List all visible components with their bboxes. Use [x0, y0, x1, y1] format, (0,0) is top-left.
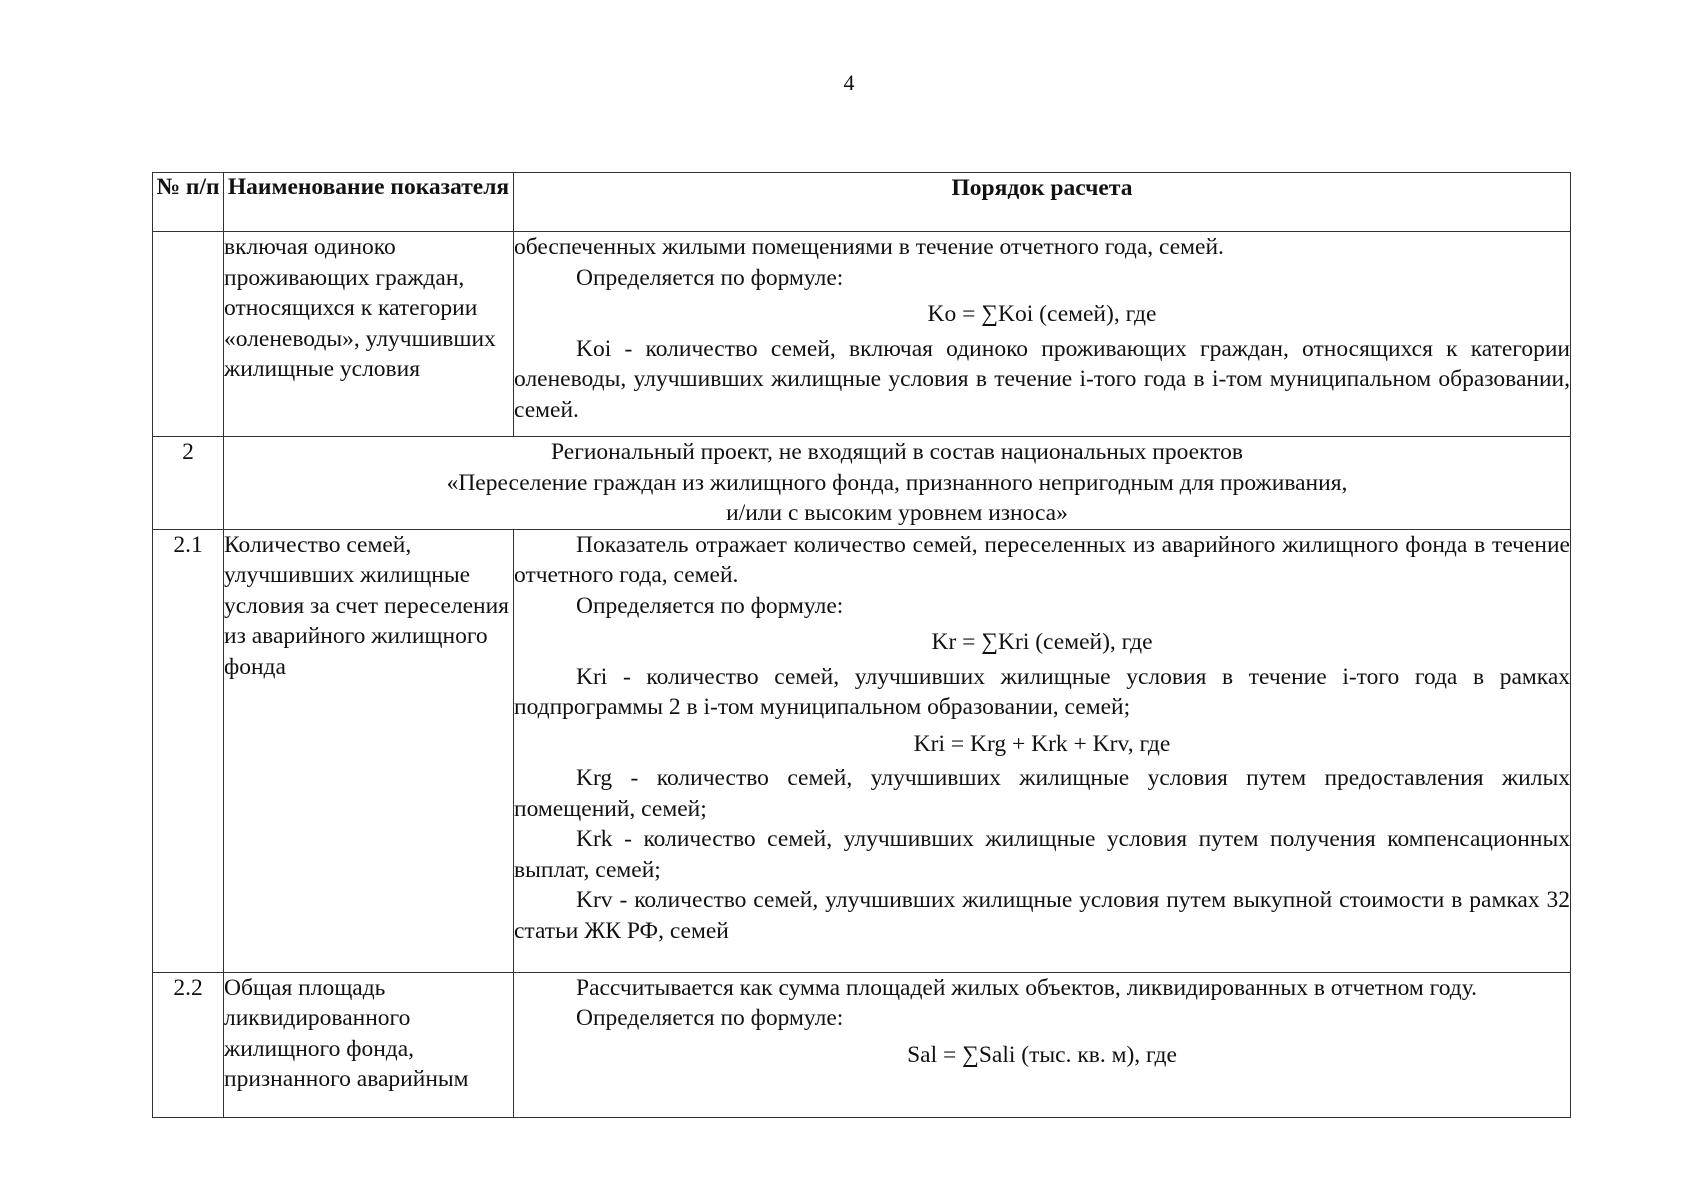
formula: Ko = ∑Koi (семей), где [927, 301, 1157, 327]
formula: Kri = Krg + Krk + Krv, где [913, 730, 1171, 757]
row-num: 2.1 [153, 529, 224, 972]
section-row [153, 437, 1571, 530]
table-header-row [153, 173, 1571, 232]
calc-text: Kri - количество семей, улучшивших жилищные условия в течение i-того года в рамках подпрограммы 2 в i-том муниципальном образовании, семей; [514, 663, 1570, 720]
calc-text: Krk - количество семей, улучшивших жилищные условия путем получения компенсационных выплат, семей; [514, 826, 1570, 883]
calc-text: обеспеченных жилыми помещениями в течение отчетного года, семей. [514, 234, 1224, 260]
page-number: 4 [843, 70, 855, 95]
calc-text: Рассчитывается как сумма площадей жилых объектов, ликвидированных в отчетном году. [576, 974, 1478, 1001]
row-name: Количество семей, улучшивших жилищные условия за счет переселения из аварийного жилищного фонда [224, 529, 514, 972]
calc-text: Koi - количество семей, включая одиноко проживающих граждан, относящихся к категории оленеводы, улучшивших жилищные условия в течение i-того года в i-том муниципальном образовании, семей. [514, 335, 1570, 423]
row-num-empty [153, 232, 224, 437]
section-title-line: и/или с высоким уровнем износа» [726, 500, 1068, 526]
section-title [224, 437, 1571, 530]
calc-text: Определяется по формуле: [576, 1005, 844, 1031]
formula: Sal = ∑Sali (тыс. кв. м), где [907, 1041, 1177, 1068]
header-calc: Порядок расчета [514, 173, 1571, 232]
calc-text: Krg - количество семей, улучшивших жилищные условия путем предоставления жилых помещений, семей; [514, 765, 1570, 822]
calc-text: Определяется по формуле: [576, 264, 844, 291]
indicator-table [152, 172, 1571, 1118]
table-row [153, 972, 1571, 1117]
row-num: 2.2 [153, 972, 224, 1117]
section-title-line: Региональный проект, не входящий в состав национальных проектов [551, 439, 1243, 465]
calc-text: Krv - количество семей, улучшивших жилищные условия путем выкупной стоимости в рамках 32 статьи ЖК РФ, семей [514, 887, 1570, 944]
row-calc [514, 529, 1571, 972]
row-name: Общая площадь ликвидированного жилищного фонда, признанного аварийным [224, 972, 514, 1117]
header-name: Наименование показателя [224, 173, 514, 232]
section-title-line: «Переселение граждан из жилищного фонда, признанного непригодным для проживания, [446, 469, 1348, 496]
row-calc [514, 232, 1571, 437]
table-row [153, 232, 1571, 437]
section-num: 2 [153, 437, 224, 530]
calc-text: Определяется по формуле: [576, 592, 844, 619]
formula: Kr = ∑Kri (семей), где [931, 629, 1153, 655]
header-num: № п/п [153, 173, 224, 232]
table-row [153, 529, 1571, 972]
calc-text: Показатель отражает количество семей, переселенных из аварийного жилищного фонда в течение отчетного года, семей. [514, 531, 1570, 588]
row-calc [514, 972, 1571, 1117]
row-name: включая одиноко проживающих граждан, относящихся к категории «оленеводы», улучшивших жилищные условия [224, 232, 514, 437]
